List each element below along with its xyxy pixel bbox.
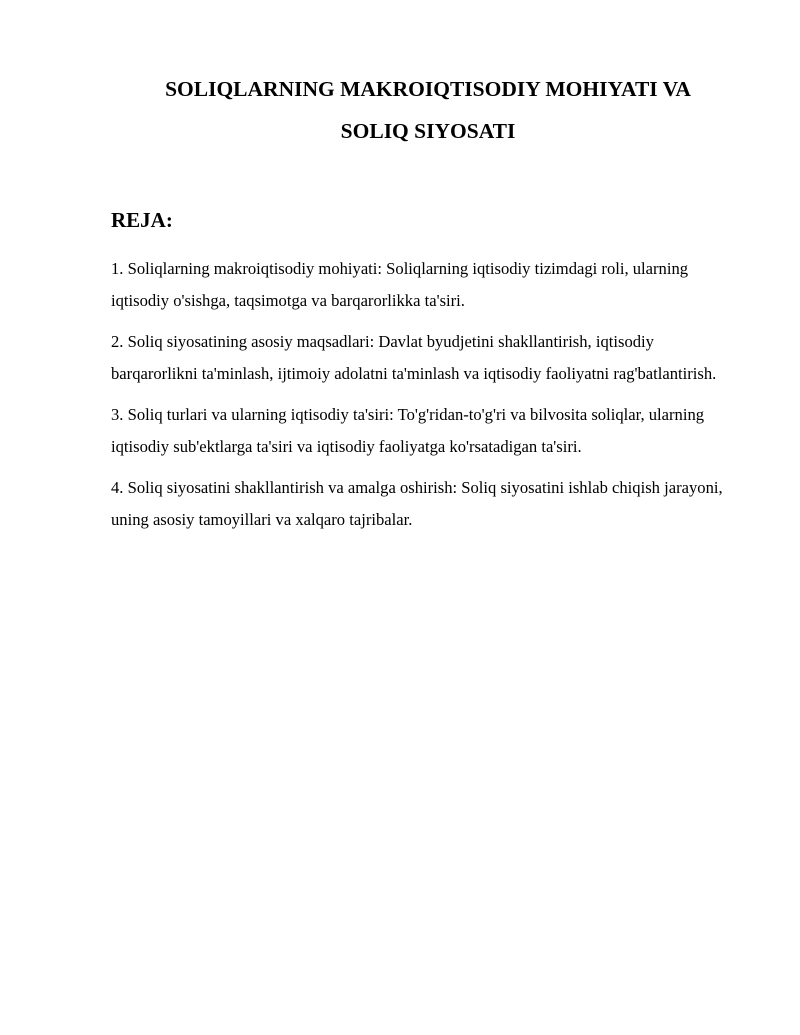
plan-item-3: 3. Soliq turlari va ularning iqtisodiy ta'siri: To'g'ridan-to'g'ri va bilvosita soliqlar, ularning iqtisodiy sub'ektlarga ta'siri va iqtisodiy faoliyatga ko'rsatadigan ta'siri.: [111, 405, 705, 456]
plan-item-1: 1. Soliqlarning makroiqtisodiy mohiyati: Soliqlarning iqtisodiy tizimdagi roli, ularning iqtisodiy o'sishga, taqsimotga va barqarorlikka ta'siri.: [111, 259, 689, 310]
plan-heading: REJA:: [111, 208, 173, 232]
title-line-2: SOLIQ SIYOSATI: [340, 119, 516, 143]
plan-item-2: 2. Soliq siyosatining asosiy maqsadlari: Davlat byudjetini shakllantirish, iqtisodiy barqarorlikni ta'minlash, ijtimoiy adolatni ta'minlash va iqtisodiy faoliyatni rag'batlantirish.: [111, 332, 717, 383]
title-line-1: SOLIQLARNING MAKROIQTISODIY MOHIYATI VA: [165, 77, 691, 101]
document-title: [100, 68, 756, 152]
plan-list: [111, 253, 731, 545]
plan-item-4: 4. Soliq siyosatini shakllantirish va amalga oshirish: Soliq siyosatini ishlab chiqish jarayoni, uning asosiy tamoyillari va xalqaro tajribalar.: [111, 478, 723, 529]
